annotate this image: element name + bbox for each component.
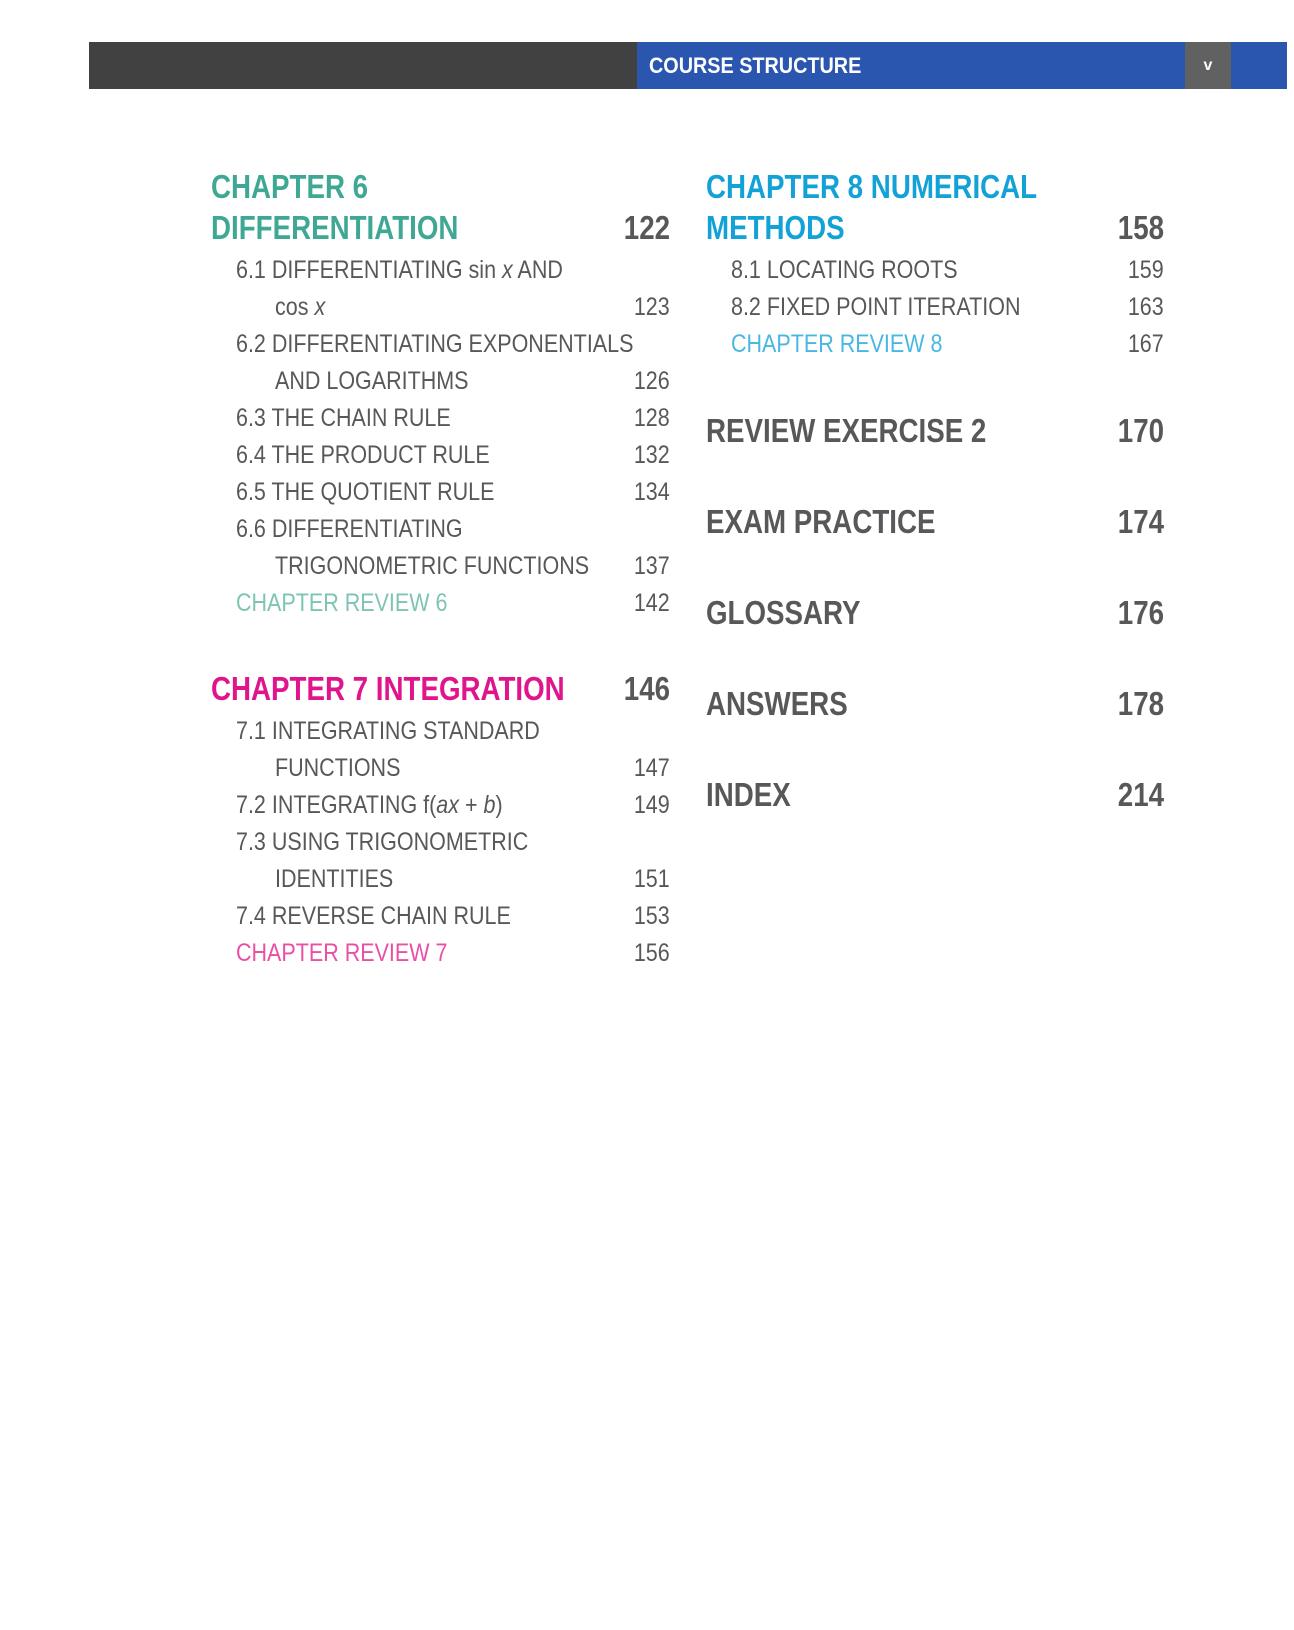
section-8-2-line1[interactable]: 8.2 FIXED POINT ITERATION xyxy=(731,293,1021,321)
index-page: 214 xyxy=(1117,776,1164,813)
glossary-page: 176 xyxy=(1117,594,1164,631)
exam-practice-label[interactable]: EXAM PRACTICE xyxy=(706,503,936,540)
section-6-4-line1[interactable]: 6.4 THE PRODUCT RULE xyxy=(236,441,490,469)
chapter6-title-line1[interactable]: CHAPTER 6 xyxy=(211,168,369,205)
section-7-1-page: 147 xyxy=(634,754,670,782)
glossary-label[interactable]: GLOSSARY xyxy=(706,594,861,631)
section-8-1-line1[interactable]: 8.1 LOCATING ROOTS xyxy=(731,256,958,284)
section-6-4-page: 132 xyxy=(634,441,670,469)
section-6-3-page: 128 xyxy=(634,404,670,432)
chapter7-title[interactable]: CHAPTER 7 INTEGRATION xyxy=(211,670,565,707)
section-7-3-line1[interactable]: 7.3 USING TRIGONOMETRIC xyxy=(236,828,529,856)
section-6-1-line1[interactable]: 6.1 DIFFERENTIATING sin x AND xyxy=(236,256,563,284)
chapter6-page: 122 xyxy=(623,209,670,246)
chapter6-title-line2[interactable]: DIFFERENTIATION xyxy=(211,209,459,246)
chapter8-review-page: 167 xyxy=(1128,330,1164,358)
section-6-1-page: 123 xyxy=(634,293,670,321)
section-8-1-page: 159 xyxy=(1128,256,1164,284)
index-label[interactable]: INDEX xyxy=(706,776,791,813)
header-bar xyxy=(89,42,1287,89)
section-6-3-line1[interactable]: 6.3 THE CHAIN RULE xyxy=(236,404,451,432)
section-6-6-page: 137 xyxy=(634,552,670,580)
section-7-4-page: 153 xyxy=(634,902,670,930)
section-7-3-page: 151 xyxy=(634,865,670,893)
section-7-4-line1[interactable]: 7.4 REVERSE CHAIN RULE xyxy=(236,902,511,930)
section-7-3-line2[interactable]: IDENTITIES xyxy=(275,865,394,893)
section-7-2-page: 149 xyxy=(634,791,670,819)
review-exercise-2-page: 170 xyxy=(1117,412,1164,449)
answers-label[interactable]: ANSWERS xyxy=(706,685,848,722)
section-6-1-line2[interactable]: cos x xyxy=(275,293,326,321)
section-7-1-line2[interactable]: FUNCTIONS xyxy=(275,754,401,782)
chapter6-review-page: 142 xyxy=(634,589,670,617)
chapter8-review-label[interactable]: CHAPTER REVIEW 8 xyxy=(731,330,943,358)
header-title: COURSE STRUCTURE xyxy=(649,53,862,78)
section-7-1-line1[interactable]: 7.1 INTEGRATING STANDARD xyxy=(236,717,540,745)
section-6-5-page: 134 xyxy=(634,478,670,506)
section-7-2-line1[interactable]: 7.2 INTEGRATING f(ax + b) xyxy=(236,791,503,819)
section-6-2-line1[interactable]: 6.2 DIFFERENTIATING EXPONENTIALS xyxy=(236,330,634,358)
review-exercise-2-label[interactable]: REVIEW EXERCISE 2 xyxy=(706,412,987,449)
section-6-2-page: 126 xyxy=(634,367,670,395)
chapter7-page: 146 xyxy=(623,670,670,707)
answers-page: 178 xyxy=(1117,685,1164,722)
section-6-6-line1[interactable]: 6.6 DIFFERENTIATING xyxy=(236,515,463,543)
header-dark-band xyxy=(89,42,637,89)
section-8-2-page: 163 xyxy=(1128,293,1164,321)
section-6-5-line1[interactable]: 6.5 THE QUOTIENT RULE xyxy=(236,478,495,506)
chapter8-page: 158 xyxy=(1117,209,1164,246)
chapter8-title-line2[interactable]: METHODS xyxy=(706,209,845,246)
page-number: v xyxy=(1185,42,1231,89)
chapter7-review-label[interactable]: CHAPTER REVIEW 7 xyxy=(236,939,448,967)
chapter7-review-page: 156 xyxy=(634,939,670,967)
section-6-2-line2[interactable]: AND LOGARITHMS xyxy=(275,367,469,395)
chapter8-title-line1[interactable]: CHAPTER 8 NUMERICAL xyxy=(706,168,1038,205)
exam-practice-page: 174 xyxy=(1117,503,1164,540)
chapter6-review-label[interactable]: CHAPTER REVIEW 6 xyxy=(236,589,448,617)
section-6-6-line2[interactable]: TRIGONOMETRIC FUNCTIONS xyxy=(275,552,590,580)
